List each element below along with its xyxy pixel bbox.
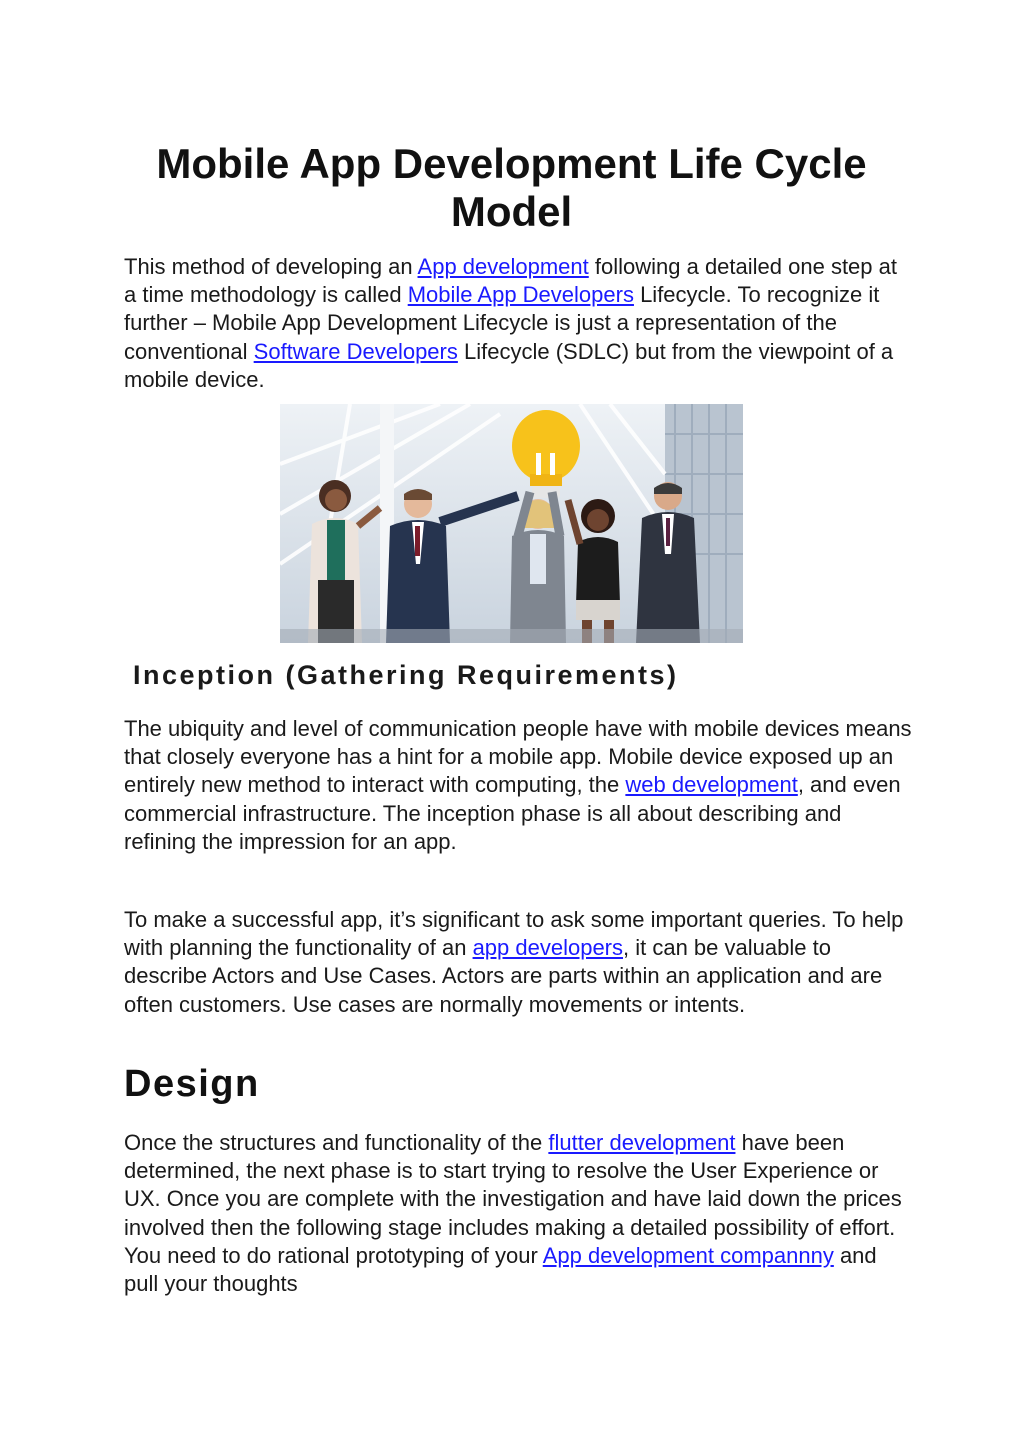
inception-p1-text-1: The ubiquity and level of communication people have with mobile devices means that closely everyone has a hint for a mobile app. Mobile device exposed up an entirely new method to interact with computing, the (124, 716, 912, 798)
design-paragraph-1 (124, 1129, 914, 1298)
inception-heading: Inception (Gathering Requirements) (133, 660, 679, 690)
app-development-link[interactable]: App development (417, 254, 589, 279)
design-p1-text-2: have been determined, the next phase is to start trying to resolve the User Experience or UX. Once you are complete with the investigation and have laid down the prices involved then the following stage includes making a detailed possibility of effort. You need to do rational prototyping of your (124, 1130, 902, 1268)
page-title: Mobile App Development Life Cycle Model (156, 140, 867, 235)
inception-paragraph-2 (124, 906, 914, 1019)
app-development-company-link[interactable]: App development compannny (542, 1242, 834, 1268)
software-developers-link[interactable]: Software Developers (253, 338, 458, 364)
design-heading: Design (124, 1063, 260, 1105)
inception-paragraph-1 (124, 715, 914, 856)
web-development-link[interactable]: web development (625, 772, 798, 798)
intro-text-3: Lifecycle. To recognize it further – Mobile App Development Lifecycle is just a representation of the conventional (124, 282, 880, 364)
team-with-lightbulb-illustration (280, 404, 743, 643)
mobile-app-developers-link[interactable]: Mobile App Developers (407, 282, 634, 308)
design-p1-text-3: and pull your thoughts (124, 1242, 877, 1297)
intro-text-1: This method of developing an (124, 254, 418, 279)
intro-text-2: following a detailed one step at a time methodology is called (124, 254, 897, 308)
flutter-development-link[interactable]: flutter development (548, 1130, 736, 1155)
intro-text-4: Lifecycle (SDLC) but from the viewpoint of a mobile device. (124, 338, 894, 392)
intro-paragraph (124, 253, 914, 394)
inception-p2-text-1: To make a successful app, it’s significant to ask some important queries. To help with planning the functionality of an (124, 907, 904, 961)
inception-p2-text-2: , it can be valuable to describe Actors and Use Cases. Actors are parts within an application and are often customers. Use cases are normally movements or intents. (124, 935, 883, 1017)
design-p1-text-1: Once the structures and functionality of the (124, 1130, 549, 1155)
team-lightbulb-photo (280, 404, 743, 643)
app-developers-link[interactable]: app developers (472, 935, 624, 961)
inception-p1-text-2: , and even commercial infrastructure. The inception phase is all about describing and refining the impression for an app. (124, 772, 901, 854)
